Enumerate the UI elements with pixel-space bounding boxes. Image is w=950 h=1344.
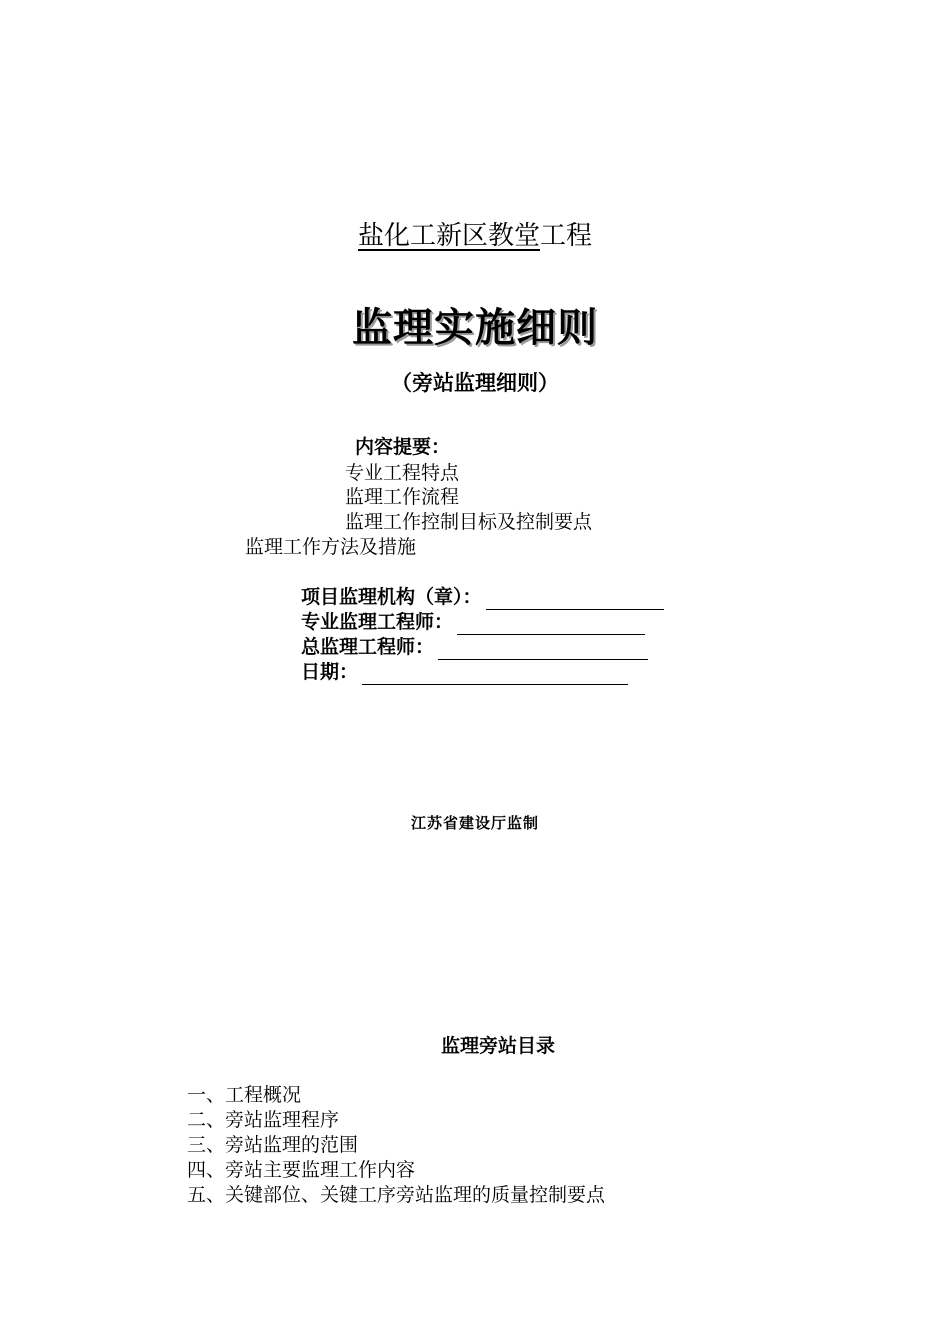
project-name <box>0 218 950 254</box>
toc-item: 四、旁站主要监理工作内容 <box>187 1159 416 1181</box>
project-name-underlined: 盐化工新区教堂 <box>357 221 540 251</box>
signature-field-specialist <box>301 610 645 635</box>
summary-heading: 内容提要： <box>355 436 451 458</box>
signature-field-agency <box>301 585 664 610</box>
field-label: 专业监理工程师： <box>301 611 454 633</box>
document-title: 监理实施细则 <box>352 305 598 351</box>
toc-item: 二、旁站监理程序 <box>187 1109 340 1131</box>
signature-field-chief <box>301 635 648 660</box>
toc-item: 五、关键部位、关键工序旁站监理的质量控制要点 <box>187 1184 606 1206</box>
blank-line <box>486 589 664 610</box>
issuer-text: 江苏省建设厅监制 <box>410 814 539 832</box>
summary-item: 专业工程特点 <box>345 462 460 484</box>
summary-item: 监理工作流程 <box>345 486 460 508</box>
project-name-rest: 工程 <box>540 221 593 251</box>
summary-item: 监理工作控制目标及控制要点 <box>345 511 593 533</box>
blank-line <box>362 664 628 685</box>
toc-item: 三、旁站监理的范围 <box>187 1134 359 1156</box>
field-label: 日期： <box>301 661 359 683</box>
signature-field-date <box>301 660 628 685</box>
blank-line <box>438 639 648 660</box>
toc-title: 监理旁站目录 <box>440 1035 555 1057</box>
document-subtitle: （旁站监理细则） <box>391 371 559 395</box>
field-label: 总监理工程师： <box>301 636 435 658</box>
blank-line <box>457 614 645 635</box>
toc-item: 一、工程概况 <box>187 1084 302 1106</box>
field-label: 项目监理机构（章）： <box>301 586 482 608</box>
summary-item: 监理工作方法及措施 <box>245 536 417 558</box>
